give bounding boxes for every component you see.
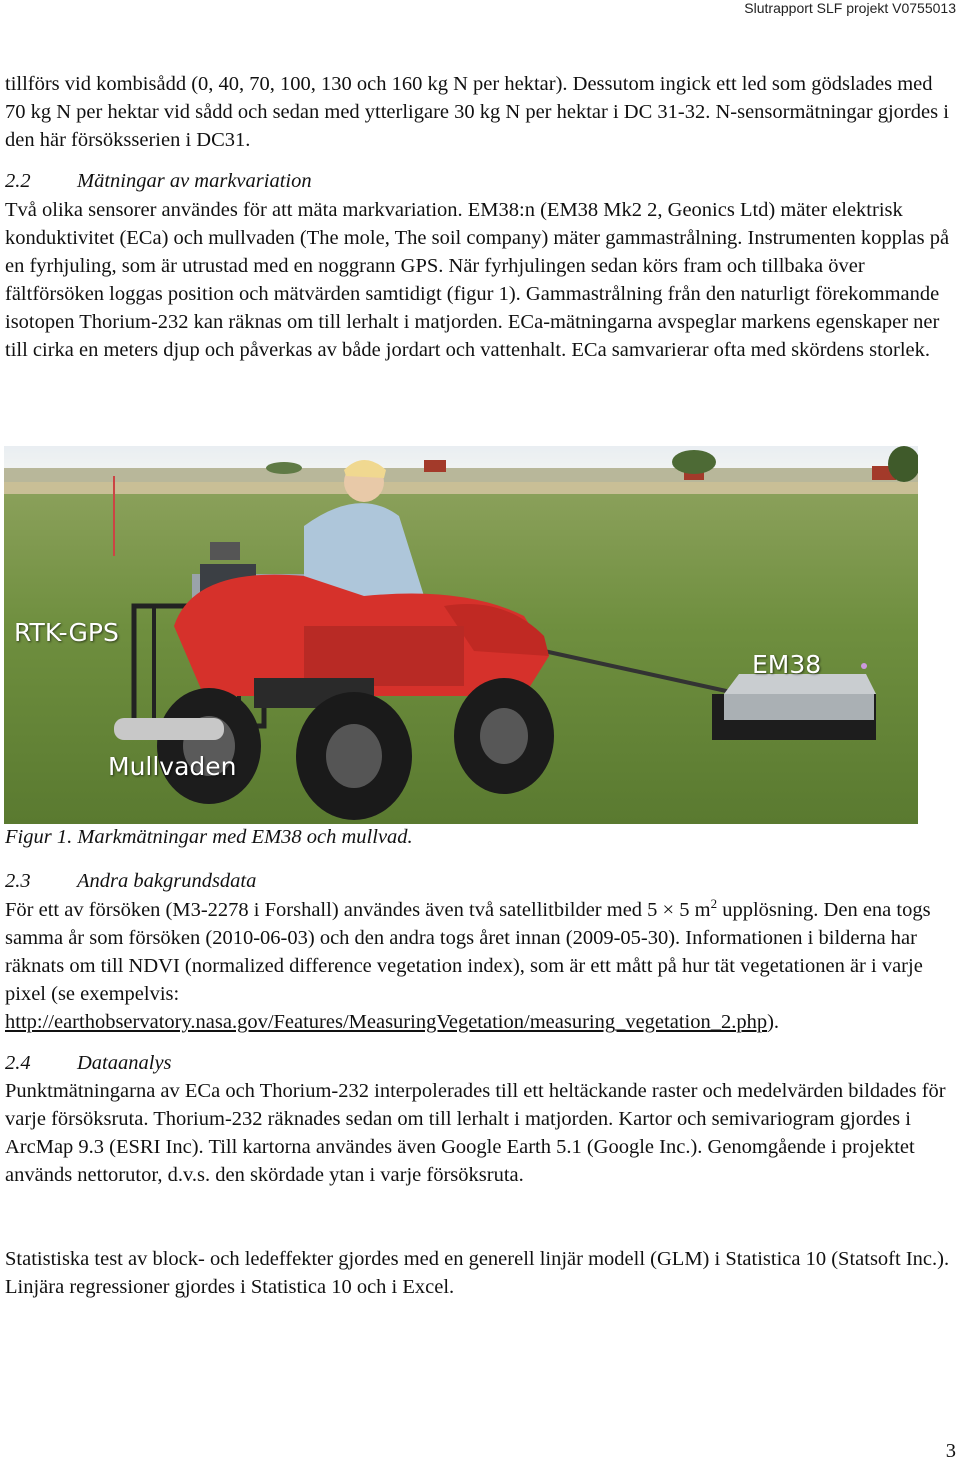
section-2-4-paragraph-2: Statistiska test av block- och ledeffekter gjordes med en generell linjär modell (GLM) i Statistica 10 (Statsoft Inc.). Linjära regressioner gjordes i Statistica 10 och i Excel. [5,1248,950,1298]
section-number: 2.2 [5,170,31,192]
section-number: 2.4 [5,1052,31,1074]
paragraph-text: upplösning. Den ena togs samma år som försöken (2010-06-03) och den andra togs året innan (2009-05-30). Informationen i bilderna har räknats om till NDVI (normalized difference vegetation index), som är ett mått på hur tät vegetationen är i varje pixel (se exempelvis: [5,899,931,1005]
label-em38: EM38 [752,650,822,679]
section-heading-2-4 [5,1049,172,1077]
section-2-2-paragraph: Två olika sensorer användes för att mäta markvariation. EM38:n (EM38 Mk2 2, Geonics Ltd) mäter elektrisk konduktivitet (ECa) och mullvaden (The mole, The soil company) mäter gammastrålning. Instrumenten kopplas på en fyrhjuling, som är utrustad med en noggrann GPS. När fyrhjulingen sedan körs fram och tillbaka över fältförsöken loggas position och mätvärden samtidigt (figur 1). Gammastrålning från den naturligt förekommande isotopen Thorium-232 kan räknas om till lerhalt i matjorden. ECa-mätningarna avspeglar markens egenskaper ner till cirka en meters djup och påverkas av både jordart och vattenhalt. ECa samvarierar ofta med skördens storlek. [5,199,950,361]
page-number: 3 [945,1440,956,1462]
label-rtk-gps: RTK-GPS [14,618,119,647]
intro-paragraph: tillförs vid kombisådd (0, 40, 70, 100, 130 och 160 kg N per hektar). Dessutom ingick ett led som gödslades med 70 kg N per hektar vid sådd och sedan med ytterligare 30 kg N per hektar i DC 31-32. N-sensormätningar gjordes i den här försöksserien i DC31. [5,73,949,151]
paragraph-text: ). [767,1011,780,1033]
superscript: 2 [710,896,718,912]
section-title: Dataanalys [77,1052,172,1074]
section-heading-2-2 [5,167,312,195]
section-title: Andra bakgrundsdata [77,870,257,892]
label-mullvaden: Mullvaden [108,752,237,781]
section-title: Mätningar av markvariation [77,170,312,192]
running-header: Slutrapport SLF projekt V0755013 [744,0,956,16]
figure-caption: Figur 1. Markmätningar med EM38 och mullvad. [5,826,413,848]
section-heading-2-3 [5,867,256,895]
section-number: 2.3 [5,870,31,892]
section-2-3-paragraph [5,896,957,1036]
paragraph-text: För ett av försöken (M3-2278 i Forshall) användes även två satellitbilder med 5 × 5 m [5,899,711,921]
field-photo [4,446,918,824]
nasa-link[interactable]: http://earthobservatory.nasa.gov/Features/MeasuringVegetation/measuring_vegetation_2.php [5,1011,768,1033]
section-2-4-paragraph: Punktmätningarna av ECa och Thorium-232 interpolerades till ett heltäckande raster och medelvärden bildades för varje försöksruta. Thorium-232 räknades sedan om till lerhalt i matjorden. Kartor och semivariogram gjordes i ArcMap 9.3 (ESRI Inc). Till kartorna användes även Google Earth 5.1 (Google Inc.). Genomgående i projektet används nettorutor, d.v.s. den skördade ytan i varje försöksruta. [5,1080,946,1186]
